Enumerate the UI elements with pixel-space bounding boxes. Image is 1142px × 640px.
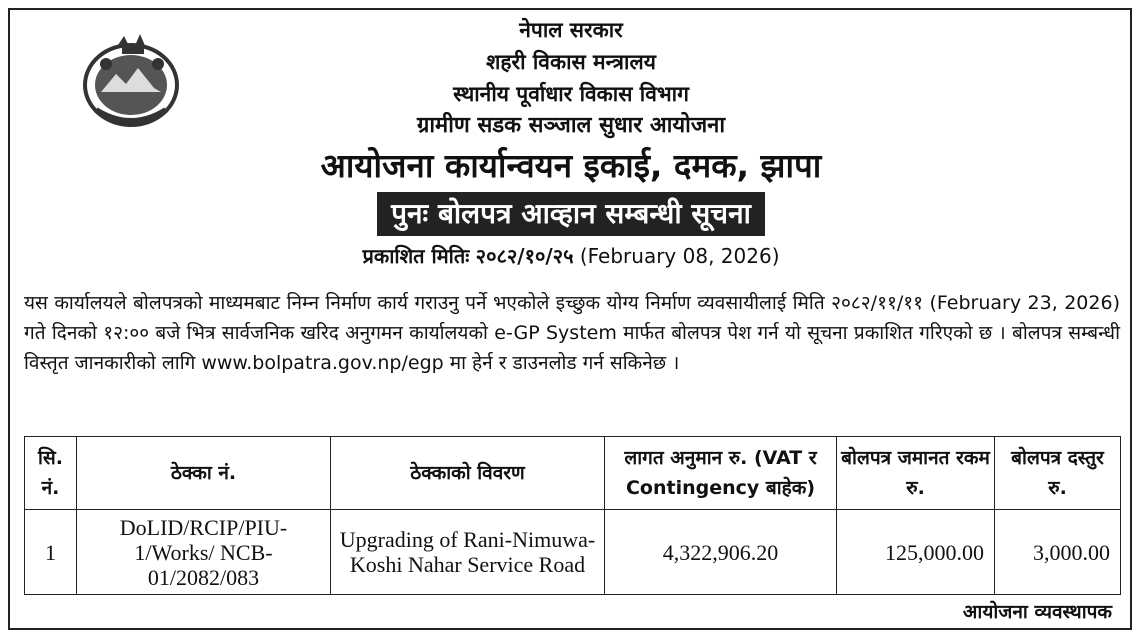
publication-date-label: प्रकाशित मितिः bbox=[362, 244, 470, 268]
header-bid-security: बोलपत्र जमानत रकम रु. bbox=[837, 437, 995, 510]
header-department: स्थानीय पूर्वाधार विकास विभाग bbox=[453, 82, 689, 106]
header-office: आयोजना कार्यान्वयन इकाई, दमक, झापा bbox=[320, 146, 822, 185]
signatory: आयोजना व्यवस्थापक bbox=[962, 601, 1112, 623]
header-cost-estimate: लागत अनुमान रु. (VAT र Contingency बाहेक) bbox=[605, 437, 837, 510]
cell-sn: 1 bbox=[25, 510, 77, 595]
cell-bid-security: 125,000.00 bbox=[837, 510, 995, 595]
notice-paragraph: यस कार्यालयले बोलपत्रको माध्यमबाट निम्न निर्माण कार्य गराउनु पर्ने भएकोले इच्छुक योग्य निर्माण व्यवसायीलाई मिति २०८२/११/११ (February 23, 2026) गते दिनको १२:०० बजे भित्र सार्वजनिक खरिद अनुगमन कार्यालयको e-GP System मार्फत बोलपत्र पेश गर्न यो सूचना प्रकाशित गरिएको छ । बोलपत्र सम्बन्धी विस्तृत जानकारीको लागि www.bolpatra.gov.np/egp मा हेर्न र डाउनलोड गर्न सकिनेछ । bbox=[24, 292, 1120, 374]
cell-contract-no: DoLID/RCIP/PIU-1/Works/ NCB-01/2082/083 bbox=[77, 510, 331, 595]
publication-date-np: २०८२/१०/२५ bbox=[475, 244, 574, 268]
cell-description: Upgrading of Rani-Nimuwa-Koshi Nahar Service Road bbox=[331, 510, 605, 595]
table-header-row bbox=[25, 437, 1121, 510]
tender-table bbox=[24, 436, 1121, 595]
header-sn: सि. नं. bbox=[25, 437, 77, 510]
publication-date-en: (February 08, 2026) bbox=[579, 244, 780, 268]
notice-header bbox=[0, 14, 1142, 269]
header-bid-fee: बोलपत्र दस्तुर रु. bbox=[995, 437, 1121, 510]
publication-date bbox=[0, 242, 1142, 269]
table-row bbox=[25, 510, 1121, 595]
cell-bid-fee: 3,000.00 bbox=[995, 510, 1121, 595]
header-description: ठेक्काको विवरण bbox=[331, 437, 605, 510]
header-contract-no: ठेक्का नं. bbox=[77, 437, 331, 510]
header-project: ग्रामीण सडक सञ्जाल सुधार आयोजना bbox=[416, 113, 726, 138]
notice-title: पुनः बोलपत्र आव्हान सम्बन्धी सूचना bbox=[377, 192, 765, 236]
header-ministry: शहरी विकास मन्त्रालय bbox=[486, 50, 656, 74]
cell-cost-estimate: 4,322,906.20 bbox=[605, 510, 837, 595]
header-government: नेपाल सरकार bbox=[519, 18, 623, 42]
